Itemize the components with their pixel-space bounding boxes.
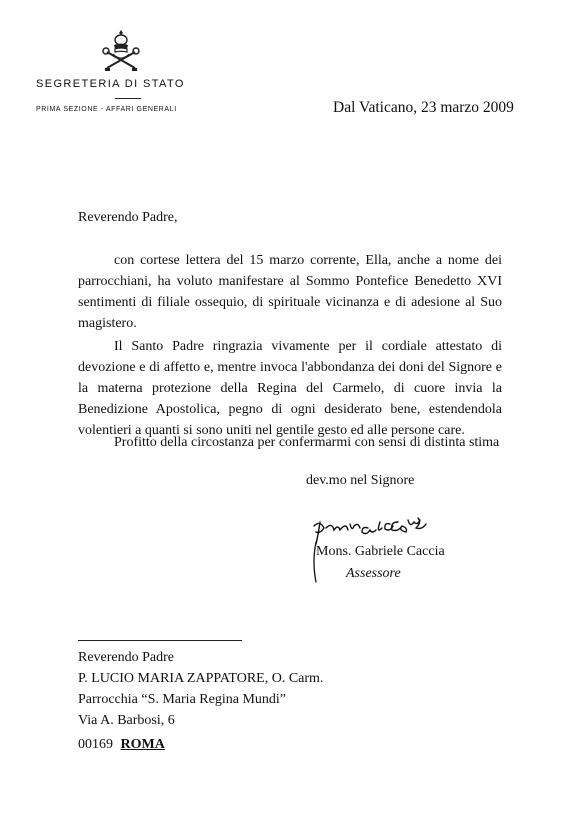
address-divider <box>78 640 242 641</box>
section-name: PRIMA SEZIONE - AFFARI GENERALI <box>36 106 177 113</box>
closing: dev.mo nel Signore <box>306 473 415 488</box>
place-date: Dal Vaticano, 23 marzo 2009 <box>333 99 514 116</box>
recipient-address <box>78 647 323 731</box>
paragraph-1: con cortese lettera del 15 marzo corrente, Ella, anche a nome dei parrocchiani, ha voluto manifestare al Sommo Pontefice Benedetto XVI sentimenti di filiale ossequio, di spirituale vicinanza e di adesione al Suo magistero. <box>78 253 502 331</box>
postal-line <box>78 737 165 753</box>
address-line-2: P. LUCIO MARIA ZAPPATORE, O. Carm. <box>78 671 324 686</box>
address-line-1: Reverendo Padre <box>78 650 175 665</box>
city: ROMA <box>120 737 165 752</box>
signer-name: Mons. Gabriele Caccia <box>316 544 445 559</box>
paragraph-2: Il Santo Padre ringrazia vivamente per il cordiale attestato di devozione e di affetto e, mentre invoca l'abbondanza dei doni del Signore e la materna protezione della Regina del Carmelo, di cuore invia la Benedizione Apostolica, pegno di ogni desiderato bene, estendendola volentieri a quanti si sono uniti nel gentile gesto ed alle persone care. <box>78 339 502 438</box>
office-name: SEGRETERIA DI STATO <box>36 78 185 90</box>
postcode: 00169 <box>78 737 113 752</box>
paragraph-3: Profitto della circostanza per confermarmi con sensi di distinta stima <box>114 435 500 450</box>
letterhead <box>36 28 206 113</box>
salutation: Reverendo Padre, <box>78 210 178 225</box>
signer-title: Assessore <box>346 566 401 581</box>
papal-emblem-icon <box>99 28 143 72</box>
address-line-3: Parrocchia “S. Maria Regina Mundi” <box>78 692 286 707</box>
address-line-4: Via A. Barbosi, 6 <box>78 713 175 728</box>
letterhead-divider <box>115 98 141 99</box>
